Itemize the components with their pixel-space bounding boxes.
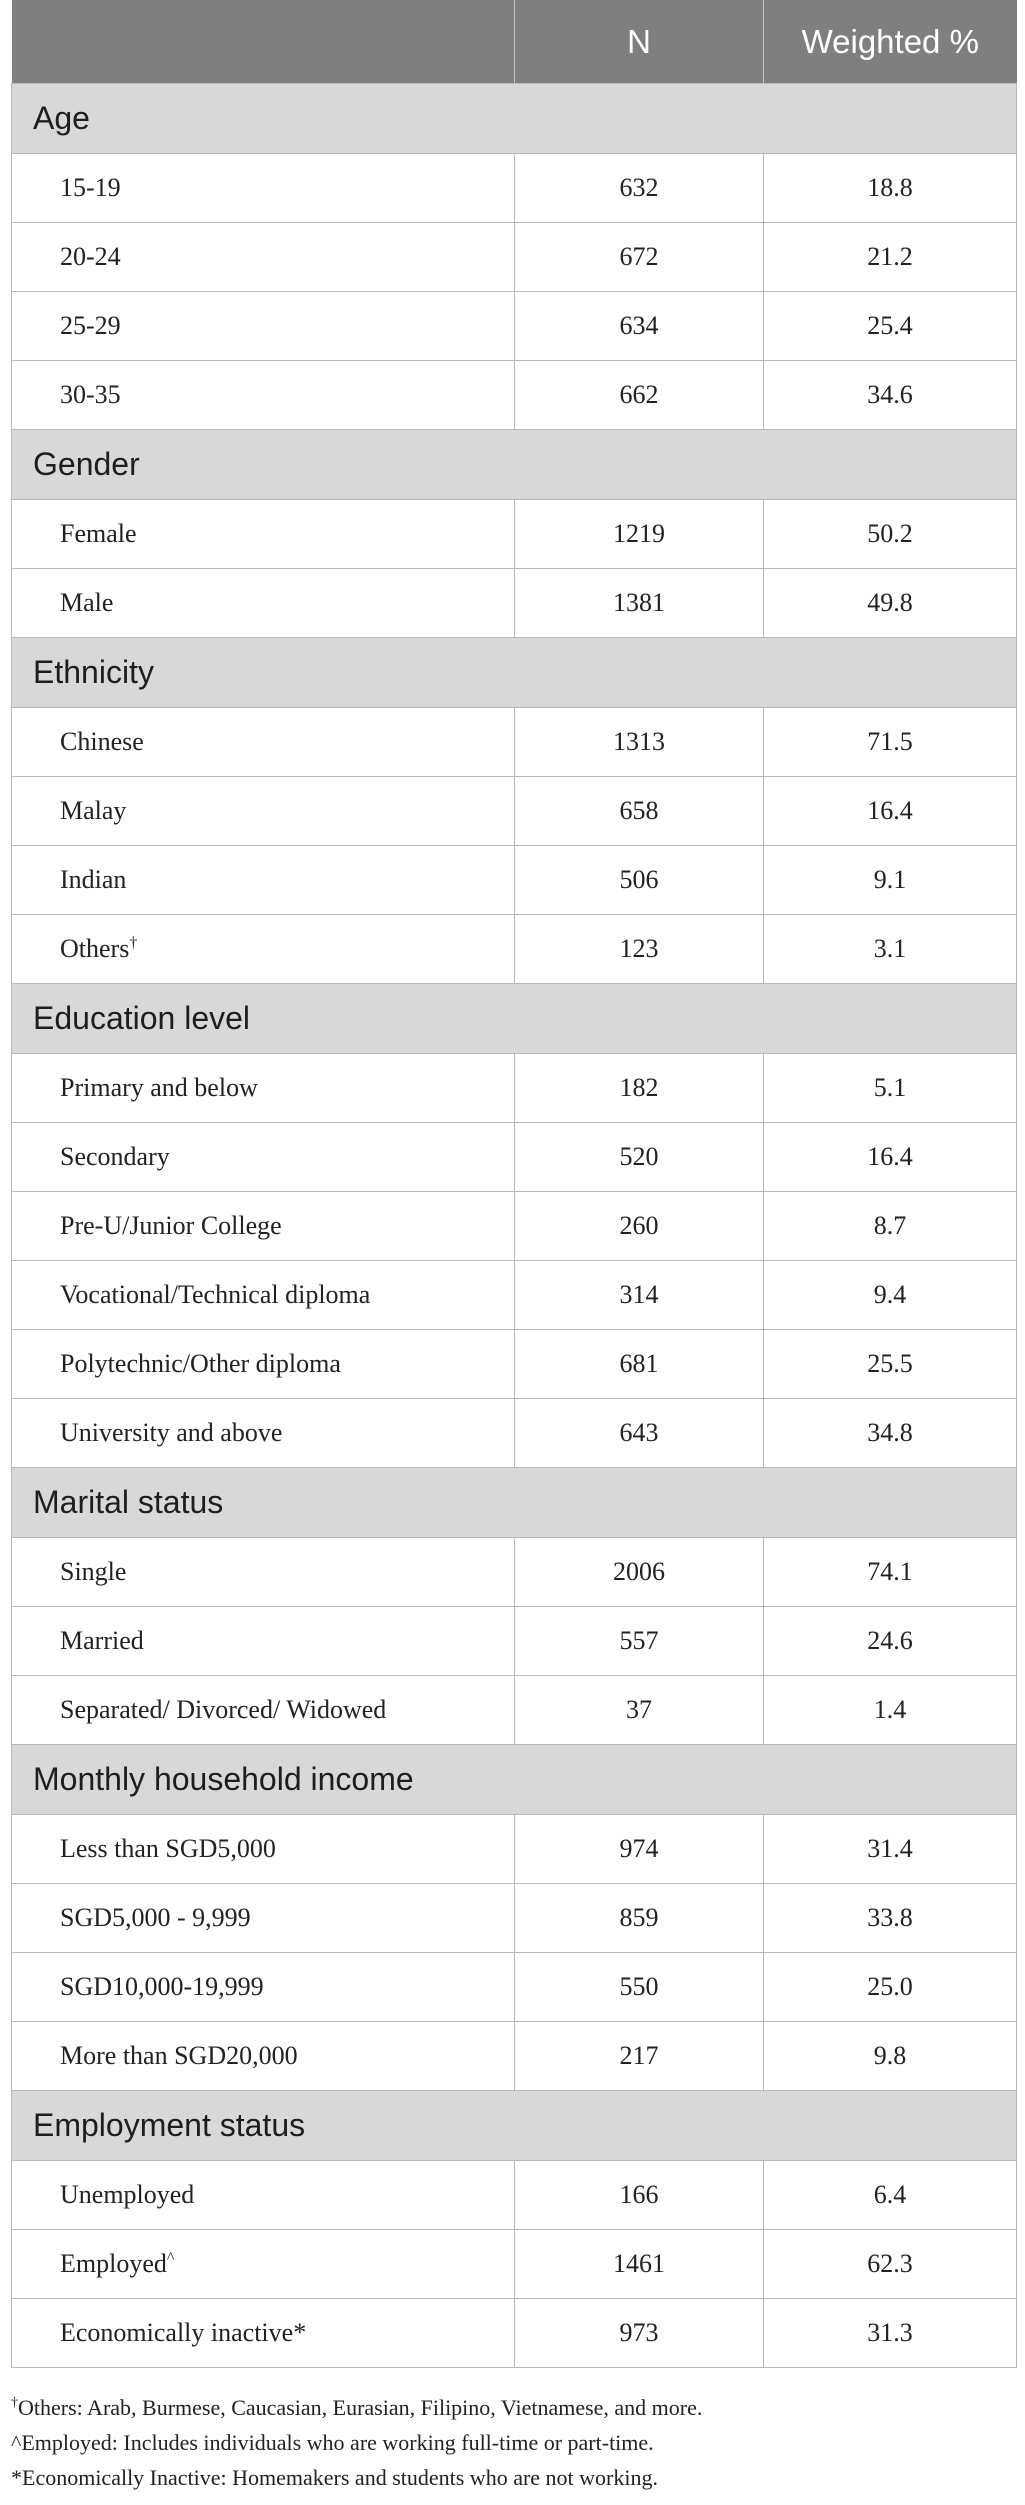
section-title: Employment status [12,2091,1017,2161]
row-label: Single [60,1557,127,1586]
weighted-percent-value: 6.4 [764,2161,1017,2230]
section-title: Monthly household income [12,1745,1017,1815]
n-value: 260 [515,1192,764,1261]
weighted-percent-value: 8.7 [764,1192,1017,1261]
table-row [12,1054,1017,1123]
row-label: 25-29 [60,311,121,340]
n-value: 643 [515,1399,764,1468]
weighted-percent-value: 71.5 [764,708,1017,777]
row-label-cell [12,223,515,292]
row-label: Separated/ Divorced/ Widowed [60,1695,387,1724]
table-row [12,2161,1017,2230]
weighted-percent-value: 49.8 [764,569,1017,638]
weighted-percent-value: 21.2 [764,223,1017,292]
row-label: SGD5,000 - 9,999 [60,1903,251,1932]
row-label: Secondary [60,1142,170,1171]
row-label-cell [12,1607,515,1676]
row-label: Others [60,934,130,963]
demographics-table-container [11,0,1016,2368]
weighted-percent-value: 50.2 [764,500,1017,569]
row-label-cell [12,1192,515,1261]
n-value: 166 [515,2161,764,2230]
section-title: Marital status [12,1468,1017,1538]
row-label-cell [12,154,515,223]
n-value: 1219 [515,500,764,569]
row-label-cell [12,1054,515,1123]
n-value: 672 [515,223,764,292]
n-value: 1313 [515,708,764,777]
table-row [12,1884,1017,1953]
row-label-cell [12,846,515,915]
footnote [11,2390,1016,2425]
footnote-text: *Economically Inactive: Homemakers and students who are not working. [11,2465,658,2490]
row-label-cell [12,708,515,777]
table-row [12,708,1017,777]
weighted-percent-value: 33.8 [764,1884,1017,1953]
section-header-monthly-household-income [12,1745,1017,1815]
row-label-cell [12,1815,515,1884]
table-row [12,1330,1017,1399]
table-header-row [12,0,1017,84]
header-category [12,0,515,84]
weighted-percent-value: 25.0 [764,1953,1017,2022]
table-body [12,84,1017,2368]
n-value: 662 [515,361,764,430]
n-value: 520 [515,1123,764,1192]
weighted-percent-value: 34.6 [764,361,1017,430]
weighted-percent-value: 16.4 [764,777,1017,846]
row-label: Unemployed [60,2180,195,2209]
table-row [12,500,1017,569]
footnote [11,2425,1016,2460]
weighted-percent-value: 16.4 [764,1123,1017,1192]
row-label-cell [12,2161,515,2230]
n-value: 550 [515,1953,764,2022]
row-label: Economically inactive* [60,2318,307,2347]
footnote-text: Others: Arab, Burmese, Caucasian, Eurasian, Filipino, Vietnamese, and more. [18,2395,703,2420]
weighted-percent-value: 3.1 [764,915,1017,984]
row-label-cell [12,1399,515,1468]
row-label-cell [12,1123,515,1192]
row-label: Vocational/Technical diploma [60,1280,371,1309]
row-label-cell [12,1884,515,1953]
demographics-table [11,0,1017,2368]
table-row [12,292,1017,361]
table-row [12,1399,1017,1468]
section-header-age [12,84,1017,154]
section-header-marital-status [12,1468,1017,1538]
n-value: 2006 [515,1538,764,1607]
n-value: 681 [515,1330,764,1399]
row-label-cell [12,1538,515,1607]
n-value: 217 [515,2022,764,2091]
row-label: Primary and below [60,1073,258,1102]
footnote-symbol: † [11,2395,18,2411]
n-value: 37 [515,1676,764,1745]
section-title: Education level [12,984,1017,1054]
weighted-percent-value: 18.8 [764,154,1017,223]
weighted-percent-value: 25.5 [764,1330,1017,1399]
n-value: 859 [515,1884,764,1953]
table-row [12,1538,1017,1607]
n-value: 123 [515,915,764,984]
header-weighted-percent: Weighted % [764,0,1017,84]
table-row [12,569,1017,638]
n-value: 1461 [515,2230,764,2299]
table-row [12,2022,1017,2091]
row-label: Married [60,1626,144,1655]
row-label: Pre-U/Junior College [60,1211,282,1240]
row-label-cell [12,569,515,638]
footnote-marker: ^ [166,2249,175,2267]
row-label-cell [12,2022,515,2091]
n-value: 557 [515,1607,764,1676]
weighted-percent-value: 9.8 [764,2022,1017,2091]
table-row [12,915,1017,984]
table-row [12,1676,1017,1745]
weighted-percent-value: 1.4 [764,1676,1017,1745]
weighted-percent-value: 9.1 [764,846,1017,915]
weighted-percent-value: 34.8 [764,1399,1017,1468]
n-value: 1381 [515,569,764,638]
table-row [12,1815,1017,1884]
row-label-cell [12,1261,515,1330]
row-label-cell [12,777,515,846]
row-label: Chinese [60,727,144,756]
row-label: Polytechnic/Other diploma [60,1349,341,1378]
n-value: 506 [515,846,764,915]
table-row [12,2230,1017,2299]
row-label-cell [12,1953,515,2022]
section-title: Age [12,84,1017,154]
table-row [12,361,1017,430]
weighted-percent-value: 74.1 [764,1538,1017,1607]
row-label-cell [12,1676,515,1745]
row-label: 20-24 [60,242,121,271]
footnote [11,2460,1016,2495]
row-label: SGD10,000-19,999 [60,1972,264,2001]
weighted-percent-value: 5.1 [764,1054,1017,1123]
table-row [12,154,1017,223]
footnote-marker: † [129,934,138,952]
n-value: 182 [515,1054,764,1123]
table-row [12,1261,1017,1330]
row-label: Female [60,519,137,548]
n-value: 632 [515,154,764,223]
n-value: 974 [515,1815,764,1884]
section-title: Gender [12,430,1017,500]
row-label: Less than SGD5,000 [60,1834,276,1863]
n-value: 314 [515,1261,764,1330]
row-label-cell [12,292,515,361]
weighted-percent-value: 31.3 [764,2299,1017,2368]
row-label-cell [12,915,515,984]
row-label: Malay [60,796,127,825]
table-row [12,777,1017,846]
section-header-gender [12,430,1017,500]
row-label: Male [60,588,114,617]
weighted-percent-value: 25.4 [764,292,1017,361]
n-value: 973 [515,2299,764,2368]
weighted-percent-value: 24.6 [764,1607,1017,1676]
row-label: Indian [60,865,127,894]
footnotes [11,2390,1016,2495]
table-row [12,1192,1017,1261]
n-value: 658 [515,777,764,846]
footnote-text: ^Employed: Includes individuals who are working full-time or part-time. [11,2430,654,2455]
table-row [12,223,1017,292]
table-row [12,2299,1017,2368]
table-row [12,1607,1017,1676]
row-label-cell [12,2230,515,2299]
table-row [12,1953,1017,2022]
section-title: Ethnicity [12,638,1017,708]
weighted-percent-value: 62.3 [764,2230,1017,2299]
table-row [12,1123,1017,1192]
row-label: Employed [60,2249,167,2278]
row-label-cell [12,2299,515,2368]
n-value: 634 [515,292,764,361]
row-label-cell [12,361,515,430]
row-label: University and above [60,1418,283,1447]
header-n: N [515,0,764,84]
section-header-employment-status [12,2091,1017,2161]
weighted-percent-value: 31.4 [764,1815,1017,1884]
weighted-percent-value: 9.4 [764,1261,1017,1330]
section-header-education-level [12,984,1017,1054]
row-label: 30-35 [60,380,121,409]
row-label: More than SGD20,000 [60,2041,298,2070]
row-label-cell [12,1330,515,1399]
table-row [12,846,1017,915]
row-label-cell [12,500,515,569]
row-label: 15-19 [60,173,121,202]
section-header-ethnicity [12,638,1017,708]
